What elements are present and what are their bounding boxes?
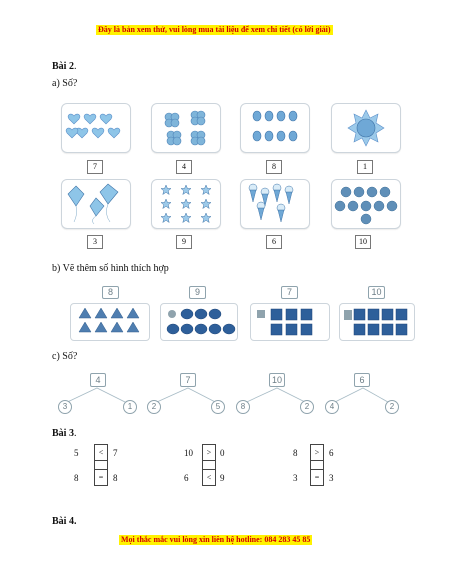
star-icon <box>152 180 220 228</box>
compare-left: 5 <box>74 448 79 458</box>
compare-sign-box: < <box>202 469 216 486</box>
ladybug-icon <box>241 104 309 152</box>
compare-sign-box: > <box>310 444 324 461</box>
part-c-label: c) Số? <box>52 351 78 362</box>
exercise-3-heading <box>52 428 76 440</box>
group-number-tag: 7 <box>281 286 298 299</box>
preview-banner: Đây là bản xem thử, vui lòng mua tài liệu để xem chi tiết (có lời giải) <box>98 25 331 34</box>
picture-card-hearts <box>61 103 131 153</box>
bond-top-number: 6 <box>354 373 370 387</box>
group-number-tag: 10 <box>368 286 385 299</box>
square-icon <box>340 304 414 340</box>
compare-right: 3 <box>329 473 334 483</box>
compare-right: 0 <box>220 448 225 458</box>
bond-left-number: 3 <box>58 400 72 414</box>
triangle-icon <box>71 304 149 340</box>
bond-top-number: 7 <box>180 373 196 387</box>
compare-right: 6 <box>329 448 334 458</box>
shape-group-triangles <box>70 303 150 341</box>
answer-box: 9 <box>176 235 192 249</box>
kite-icon <box>62 180 130 228</box>
picture-card-ice-creams <box>240 179 310 229</box>
picture-card-clovers <box>151 103 221 153</box>
compare-right: 9 <box>220 473 225 483</box>
picture-card-stars <box>151 179 221 229</box>
compare-sign-box: = <box>310 469 324 486</box>
shape-group-squares <box>339 303 415 341</box>
square-icon <box>251 304 329 340</box>
picture-card-ladybugs <box>240 103 310 153</box>
circle-icon <box>332 180 400 228</box>
compare-left: 10 <box>184 448 193 458</box>
group-number-tag: 8 <box>102 286 119 299</box>
answer-box: 6 <box>266 235 282 249</box>
shape-group-squares <box>250 303 330 341</box>
picture-card-circles <box>331 179 401 229</box>
exercise-2-title-dot: . <box>73 61 77 72</box>
compare-left: 8 <box>74 473 79 483</box>
shape-group-circles <box>160 303 238 341</box>
bond-left-number: 8 <box>236 400 250 414</box>
answer-box: 7 <box>87 160 103 174</box>
compare-sign-box: < <box>94 444 108 461</box>
answer-box: 3 <box>87 235 103 249</box>
bond-left-number: 2 <box>147 400 161 414</box>
bond-top-number: 4 <box>90 373 106 387</box>
group-number-tag: 9 <box>189 286 206 299</box>
ice-cream-icon <box>241 180 309 228</box>
exercise-4-title: Bài 4. <box>52 516 77 527</box>
oval-icon <box>161 304 237 340</box>
exercise-3-title-dot: . <box>73 428 77 439</box>
bond-right-number: 5 <box>211 400 225 414</box>
answer-box: 1 <box>357 160 373 174</box>
compare-right: 8 <box>113 473 118 483</box>
answer-box: 8 <box>266 160 282 174</box>
sun-icon <box>332 104 400 152</box>
picture-card-sun <box>331 103 401 153</box>
bond-top-number: 10 <box>269 373 285 387</box>
clover-icon <box>152 104 220 152</box>
answer-box: 4 <box>176 160 192 174</box>
bond-right-number: 2 <box>300 400 314 414</box>
compare-left: 6 <box>184 473 189 483</box>
exercise-3-title: Bài 3 <box>52 428 74 439</box>
exercise-2-title: Bài 2 <box>52 61 74 72</box>
heart-icon <box>62 104 130 152</box>
compare-sign-box: = <box>94 469 108 486</box>
bond-right-number: 1 <box>123 400 137 414</box>
picture-card-kites <box>61 179 131 229</box>
compare-left: 3 <box>293 473 298 483</box>
compare-left: 8 <box>293 448 298 458</box>
compare-right: 7 <box>113 448 118 458</box>
compare-sign-box: > <box>202 444 216 461</box>
bond-left-number: 4 <box>325 400 339 414</box>
hotline-banner: Mọi thắc mắc vui lòng xin liên hệ hotline: 084 283 45 85 <box>121 535 311 544</box>
answer-box: 10 <box>355 235 371 249</box>
part-b-label: b) Vẽ thêm số hình thích hợp <box>52 263 169 274</box>
part-a-label: a) Số? <box>52 78 78 89</box>
bond-right-number: 2 <box>385 400 399 414</box>
exercise-2-heading <box>52 61 76 73</box>
